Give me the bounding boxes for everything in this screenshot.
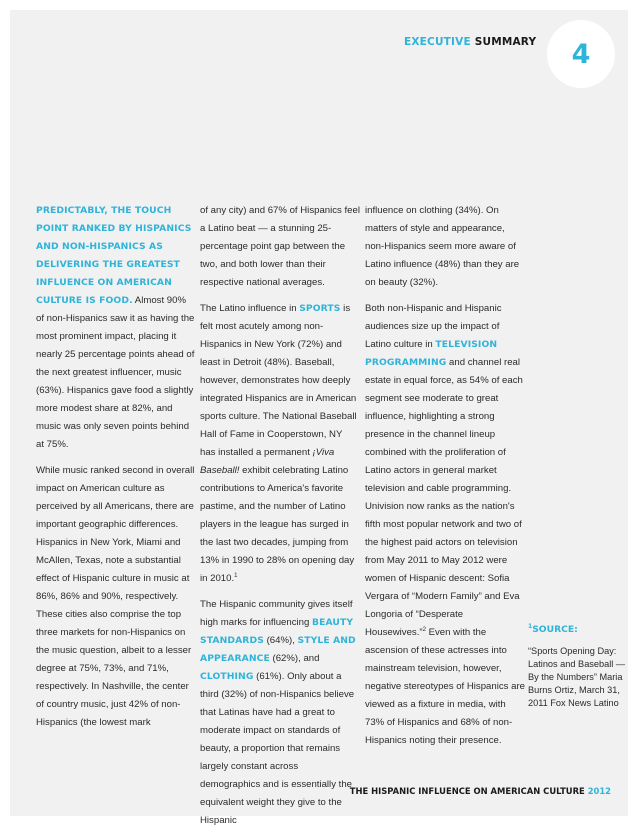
paragraph-text: and channel real estate in equal force, as 54% of each segment see moderate to great influence, highlighting a strong presence in the channel lineup combined with the proliferation of Latino actors in general market television and cable programming. Univision now ranks as the nation's fifth most popular network and two of the highest paid actors on television from May 2011 to May 2012 were women of Hispanic descent: Sofia Vergara of “Modern Family” and Eva Longoria of “Desperate Housewives.” bbox=[365, 357, 523, 638]
highlight-beauty: BEAUTY STANDARDS bbox=[200, 617, 354, 646]
highlight-food: PREDICTABLY, THE TOUCH POINT RANKED BY HISPANICS AND NON-HISPANICS AS DELIVERING THE GREATEST INFLUENCE ON AMERICAN CULTURE IS FOOD. bbox=[36, 205, 192, 306]
footnote-ref: 2 bbox=[422, 626, 426, 633]
paragraph-text: (61%). Only about a third (32%) of non-Hispanics believe that Latinas have had a great to moderate impact on standards of beauty, a proportion that remains largely constant across demographics and is essentially the equivalent weight they give to the Hispanic bbox=[200, 671, 355, 826]
footer-year: 2012 bbox=[587, 786, 611, 796]
paragraph-text: (62%), and bbox=[269, 653, 320, 664]
paragraph-text: The Hispanic community gives itself high marks for influencing bbox=[200, 599, 353, 628]
highlight-television: TELEVISION PROGRAMMING bbox=[365, 339, 498, 368]
section-title-rest: SUMMARY bbox=[470, 36, 537, 48]
footnote-ref: 1 bbox=[234, 572, 238, 579]
highlight-clothing: CLOTHING bbox=[200, 671, 254, 682]
footer bbox=[10, 786, 628, 796]
paragraph: While music ranked second in overall impact on American culture as perceived by all Americans, there are important geographic differences. Hispanics in New York, Miami and McAllen, Texas, note a substantial effect of Hispanic culture in music at 86%, 86% and 90%, respectively. These cities also comprise the top three markets for non-Hispanics on the music question, albeit to a lesser degree at 75%, 73%, and 71%, respectively. In Nashville, the center of country music, just 42% of non-Hispanics (the lowest mark bbox=[36, 465, 195, 728]
page-number: 4 bbox=[571, 38, 591, 70]
page-number-badge bbox=[547, 20, 615, 88]
source-label bbox=[528, 623, 626, 636]
paragraph-text: exhibit celebrating Latino contributions to America's favorite pastime, and the number of Latino players in the league has surged in the last two decades, jumping from 13% in 1990 to 28% on opening day in 2010. bbox=[200, 465, 355, 584]
text-column-2 bbox=[200, 202, 360, 838]
paragraph-text: is felt most acutely among non-Hispanics in New York (72%) and least in Detroit (48%). Baseball, however, demonstrates how deeply integrated Hispanics are in American sports culture. The National Baseball Hall of Fame in Cooperstown, NY has installed a permanent bbox=[200, 303, 357, 458]
paragraph bbox=[200, 300, 360, 588]
highlight-sports: SPORTS bbox=[299, 303, 341, 314]
section-title bbox=[404, 36, 536, 48]
source-label-text: SOURCE: bbox=[532, 624, 578, 635]
source-text: “Sports Opening Day: Latinos and Baseball — By the Numbers” Maria Burns Ortiz, March 31, 2011 Fox News Latino bbox=[528, 646, 626, 708]
paragraph bbox=[36, 202, 196, 454]
paragraph-text: Almost 90% of non-Hispanics saw it as having the most prominent impact, placing it nearly 25 percentage points ahead of the next greatest influencer, music (63%). Hispanics gave food a slightly more modest share at 82%, and music was only seven points behind at 75%. bbox=[36, 295, 195, 450]
paragraph: of any city) and 67% of Hispanics feel a Latino beat — a stunning 25-percentage point gap between the two, and both lower than their respective national averages. bbox=[200, 205, 360, 288]
footer-title: THE HISPANIC INFLUENCE ON AMERICAN CULTURE bbox=[349, 786, 585, 796]
source-note bbox=[528, 623, 626, 710]
exhibit-name: ¡Viva Baseball! bbox=[200, 447, 335, 476]
section-title-accent: EXECUTIVE bbox=[404, 36, 471, 48]
text-column-3 bbox=[365, 202, 525, 758]
paragraph-text: The Latino influence in bbox=[200, 303, 300, 314]
paragraph-text: Both non-Hispanic and Hispanic audiences size up the impact of Latino culture in bbox=[365, 303, 502, 350]
source-footnote-number: 1 bbox=[528, 622, 533, 630]
text-column-1 bbox=[36, 202, 196, 740]
paragraph bbox=[365, 300, 525, 750]
paragraph: influence on clothing (34%). On matters of style and appearance, non-Hispanics seem more aware of Latino influence (48%) than they are on beauty (32%). bbox=[365, 205, 520, 288]
paragraph-text: Even with the ascension of these actresses into mainstream television, however, negative stereotypes of Hispanics are viewed as a fixture in media, with 73% of Hispanics and 68% of non-Hispanics noting their presence. bbox=[365, 627, 525, 746]
highlight-style: STYLE AND APPEARANCE bbox=[200, 635, 356, 664]
paragraph-text: (64%), bbox=[263, 635, 298, 646]
